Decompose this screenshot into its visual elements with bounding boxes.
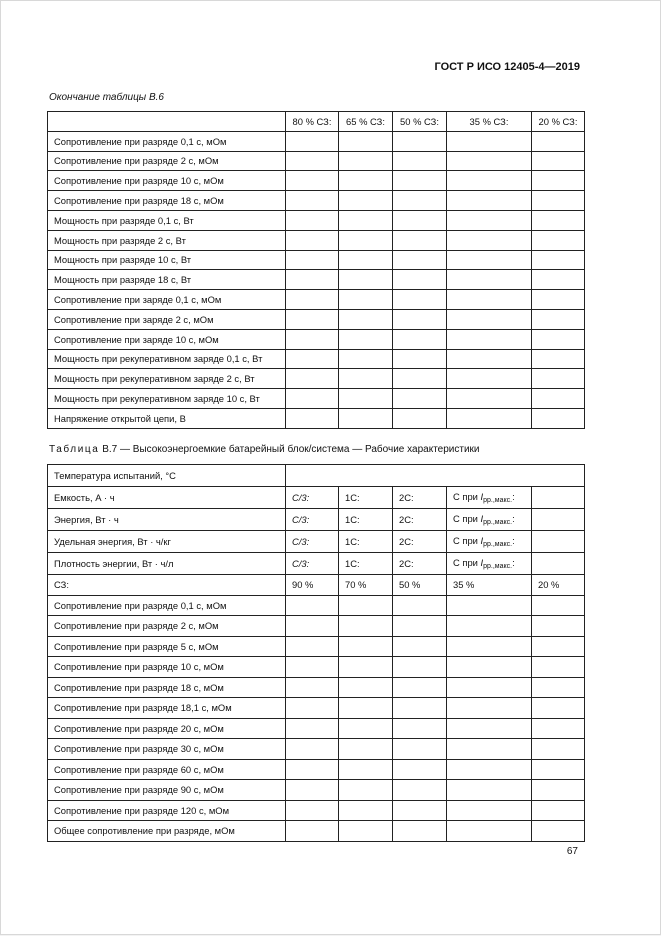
empty-cell <box>532 369 585 389</box>
row-label: Мощность при рекуперативном заряде 0,1 с, Вт <box>48 349 286 369</box>
empty-cell <box>339 780 393 801</box>
empty-cell <box>339 408 393 428</box>
empty-cell <box>339 657 393 678</box>
empty-cell <box>393 250 447 270</box>
empty-cell <box>339 191 393 211</box>
empty-cell <box>393 616 447 637</box>
empty-cell <box>393 718 447 739</box>
empty-cell <box>393 270 447 290</box>
empty-cell <box>339 270 393 290</box>
soc-value: 70 % <box>339 575 393 596</box>
table-row <box>48 230 585 250</box>
empty-cell <box>447 349 532 369</box>
empty-cell <box>532 718 585 739</box>
empty-cell <box>447 408 532 428</box>
empty-cell <box>393 677 447 698</box>
header-cell <box>48 112 286 132</box>
empty-cell <box>447 309 532 329</box>
table-row <box>48 595 585 616</box>
temperature-label: Температура испытаний, °С <box>48 465 286 487</box>
empty-cell <box>286 739 339 760</box>
empty-cell <box>393 230 447 250</box>
empty-cell <box>447 171 532 191</box>
rate-row <box>48 553 585 575</box>
rate-cmax-cell <box>447 531 532 553</box>
table-row <box>48 657 585 678</box>
table-row <box>48 408 585 428</box>
empty-cell <box>447 290 532 310</box>
empty-cell <box>532 230 585 250</box>
empty-cell <box>447 636 532 657</box>
empty-cell <box>447 230 532 250</box>
empty-cell <box>393 151 447 171</box>
empty-cell <box>286 329 339 349</box>
rate-1c-cell: 1С: <box>339 509 393 531</box>
empty-cell <box>339 250 393 270</box>
cmax-suffix: : <box>512 535 515 546</box>
empty-cell <box>447 329 532 349</box>
row-label: Сопротивление при заряде 10 с, мОм <box>48 329 286 349</box>
table-row <box>48 821 585 842</box>
empty-cell <box>532 250 585 270</box>
header-cell: 35 % СЗ: <box>447 112 532 132</box>
empty-cell <box>339 230 393 250</box>
empty-cell <box>532 191 585 211</box>
rate-2c-cell: 2С: <box>393 553 447 575</box>
row-label: Сопротивление при разряде 60 с, мОм <box>48 759 286 780</box>
cmax-prefix: С при <box>453 513 481 524</box>
empty-cell <box>447 270 532 290</box>
empty-cell <box>393 191 447 211</box>
header-cell: 20 % СЗ: <box>532 112 585 132</box>
empty-cell <box>532 739 585 760</box>
table-row <box>48 780 585 801</box>
table-header-row <box>48 112 585 132</box>
cmax-suffix: : <box>512 513 515 524</box>
empty-cell <box>447 595 532 616</box>
empty-cell <box>339 616 393 637</box>
empty-cell <box>532 595 585 616</box>
table-row <box>48 250 585 270</box>
empty-cell <box>286 636 339 657</box>
table-row <box>48 151 585 171</box>
empty-cell <box>286 349 339 369</box>
row-label: Емкость, А · ч <box>48 487 286 509</box>
table-b7-caption-text: В.7 — Высокоэнергоемкие батарейный блок/система — Рабочие характеристики <box>102 444 480 455</box>
empty-cell <box>532 698 585 719</box>
empty-cell <box>339 636 393 657</box>
empty-cell <box>339 595 393 616</box>
empty-cell <box>532 329 585 349</box>
cmax-subscript: рр.,макс. <box>483 497 513 504</box>
row-label: Сопротивление при разряде 2 с, мОм <box>48 616 286 637</box>
header-cell: 50 % СЗ: <box>393 112 447 132</box>
table-row <box>48 349 585 369</box>
table-row <box>48 636 585 657</box>
empty-cell <box>339 131 393 151</box>
table-row <box>48 389 585 409</box>
table-row <box>48 329 585 349</box>
empty-cell <box>447 800 532 821</box>
empty-cell <box>447 780 532 801</box>
empty-cell <box>447 131 532 151</box>
row-label: Сопротивление при разряде 2 с, мОм <box>48 151 286 171</box>
empty-cell <box>532 171 585 191</box>
row-label: Энергия, Вт · ч <box>48 509 286 531</box>
empty-cell <box>286 821 339 842</box>
empty-cell <box>286 210 339 230</box>
empty-cell <box>393 349 447 369</box>
empty-cell <box>447 191 532 211</box>
cmax-current-symbol: I <box>480 491 484 502</box>
empty-cell <box>393 739 447 760</box>
empty-cell <box>532 677 585 698</box>
row-label: Сопротивление при разряде 90 с, мОм <box>48 780 286 801</box>
table-row <box>48 309 585 329</box>
table-row <box>48 759 585 780</box>
row-label: Сопротивление при разряде 120 с, мОм <box>48 800 286 821</box>
empty-cell <box>532 616 585 637</box>
cmax-subscript: рр.,макс. <box>483 541 513 548</box>
rate-cmax-cell <box>447 509 532 531</box>
empty-cell <box>532 553 585 575</box>
rate-row <box>48 531 585 553</box>
empty-cell <box>393 329 447 349</box>
empty-cell <box>532 349 585 369</box>
empty-cell <box>339 698 393 719</box>
empty-cell <box>339 677 393 698</box>
empty-cell <box>339 290 393 310</box>
empty-cell <box>339 369 393 389</box>
empty-cell <box>447 718 532 739</box>
empty-cell <box>393 759 447 780</box>
empty-cell <box>393 389 447 409</box>
empty-cell <box>286 759 339 780</box>
table-row <box>48 210 585 230</box>
empty-cell <box>339 349 393 369</box>
temperature-row <box>48 465 585 487</box>
empty-cell <box>286 230 339 250</box>
empty-cell <box>447 821 532 842</box>
empty-cell <box>286 171 339 191</box>
empty-cell <box>532 210 585 230</box>
empty-cell <box>286 131 339 151</box>
empty-cell <box>339 718 393 739</box>
row-label: Мощность при рекуперативном заряде 10 с, Вт <box>48 389 286 409</box>
cmax-current-symbol: I <box>480 535 484 546</box>
empty-cell <box>286 369 339 389</box>
empty-cell <box>393 210 447 230</box>
cmax-prefix: С при <box>453 557 481 568</box>
empty-cell <box>393 595 447 616</box>
row-label: Сопротивление при разряде 10 с, мОм <box>48 171 286 191</box>
empty-cell <box>286 151 339 171</box>
table-row <box>48 131 585 151</box>
table-row <box>48 171 585 191</box>
table-b6-continuation-caption: Окончание таблицы В.6 <box>49 92 164 103</box>
empty-cell <box>393 657 447 678</box>
empty-cell <box>286 191 339 211</box>
empty-cell <box>339 309 393 329</box>
soc-row <box>48 575 585 596</box>
rate-1c-cell: 1С: <box>339 553 393 575</box>
empty-cell <box>532 759 585 780</box>
table-b7-caption <box>49 444 480 455</box>
empty-cell <box>286 250 339 270</box>
row-label: Сопротивление при разряде 18 с, мОм <box>48 191 286 211</box>
table-row <box>48 616 585 637</box>
empty-cell <box>286 290 339 310</box>
soc-label: СЗ: <box>48 575 286 596</box>
empty-cell <box>339 329 393 349</box>
empty-cell <box>286 408 339 428</box>
row-label: Плотность энергии, Вт · ч/л <box>48 553 286 575</box>
cmax-suffix: : <box>512 491 515 502</box>
table-row <box>48 191 585 211</box>
empty-cell <box>393 780 447 801</box>
row-label: Мощность при рекуперативном заряде 2 с, Вт <box>48 369 286 389</box>
empty-cell <box>286 780 339 801</box>
empty-cell <box>393 290 447 310</box>
rate-1c-cell: 1С: <box>339 487 393 509</box>
table-row <box>48 739 585 760</box>
empty-cell <box>393 636 447 657</box>
empty-cell <box>532 509 585 531</box>
cmax-subscript: рр.,макс. <box>483 519 513 526</box>
empty-cell <box>286 616 339 637</box>
row-label: Сопротивление при заряде 2 с, мОм <box>48 309 286 329</box>
empty-cell <box>447 739 532 760</box>
empty-cell <box>532 780 585 801</box>
row-label: Сопротивление при разряде 0,1 с, мОм <box>48 131 286 151</box>
empty-cell <box>393 171 447 191</box>
table-row <box>48 698 585 719</box>
row-label: Мощность при разряде 18 с, Вт <box>48 270 286 290</box>
row-label: Мощность при разряде 10 с, Вт <box>48 250 286 270</box>
document-id: ГОСТ Р ИСО 12405-4—2019 <box>434 61 580 73</box>
row-label: Сопротивление при разряде 18,1 с, мОм <box>48 698 286 719</box>
empty-cell <box>339 821 393 842</box>
empty-cell <box>532 151 585 171</box>
rate-2c-cell: 2С: <box>393 487 447 509</box>
empty-cell <box>393 800 447 821</box>
empty-cell <box>393 408 447 428</box>
empty-cell <box>393 369 447 389</box>
row-label: Сопротивление при разряде 10 с, мОм <box>48 657 286 678</box>
empty-cell <box>393 821 447 842</box>
row-label: Сопротивление при разряде 0,1 с, мОм <box>48 595 286 616</box>
rate-2c-cell: 2С: <box>393 509 447 531</box>
table-row <box>48 290 585 310</box>
table-b7 <box>47 464 585 842</box>
row-label: Сопротивление при разряде 18 с, мОм <box>48 677 286 698</box>
table-b6-end <box>47 111 585 429</box>
empty-cell <box>532 270 585 290</box>
table-row <box>48 677 585 698</box>
rate-c3-cell: С/3: <box>286 553 339 575</box>
soc-value: 20 % <box>532 575 585 596</box>
document-page <box>1 1 660 934</box>
empty-cell <box>286 270 339 290</box>
rate-row <box>48 487 585 509</box>
row-label: Сопротивление при разряде 30 с, мОм <box>48 739 286 760</box>
empty-cell <box>532 408 585 428</box>
row-label: Сопротивление при разряде 20 с, мОм <box>48 718 286 739</box>
empty-cell <box>339 210 393 230</box>
empty-cell <box>447 657 532 678</box>
empty-cell <box>532 290 585 310</box>
row-label: Сопротивление при заряде 0,1 с, мОм <box>48 290 286 310</box>
empty-cell <box>286 657 339 678</box>
empty-cell <box>339 800 393 821</box>
row-label: Удельная энергия, Вт · ч/кг <box>48 531 286 553</box>
rate-cmax-cell <box>447 553 532 575</box>
empty-cell <box>447 759 532 780</box>
table-b7-caption-label: Таблица <box>49 444 100 455</box>
rate-c3-cell: С/3: <box>286 487 339 509</box>
empty-cell <box>447 698 532 719</box>
empty-cell <box>339 151 393 171</box>
cmax-prefix: С при <box>453 535 481 546</box>
rate-1c-cell: 1С: <box>339 531 393 553</box>
table-row <box>48 369 585 389</box>
empty-cell <box>339 171 393 191</box>
rate-c3-cell: С/3: <box>286 509 339 531</box>
empty-cell <box>532 821 585 842</box>
empty-cell <box>286 800 339 821</box>
empty-cell <box>447 616 532 637</box>
empty-cell <box>447 250 532 270</box>
empty-cell <box>447 389 532 409</box>
empty-cell <box>286 595 339 616</box>
rate-cmax-cell <box>447 487 532 509</box>
header-cell: 80 % СЗ: <box>286 112 339 132</box>
cmax-suffix: : <box>512 557 515 568</box>
temperature-value-cell <box>286 465 585 487</box>
soc-value: 35 % <box>447 575 532 596</box>
soc-value: 50 % <box>393 575 447 596</box>
soc-value: 90 % <box>286 575 339 596</box>
empty-cell <box>393 131 447 151</box>
page-number: 67 <box>566 846 578 857</box>
table-row <box>48 270 585 290</box>
empty-cell <box>339 389 393 409</box>
empty-cell <box>447 369 532 389</box>
empty-cell <box>532 131 585 151</box>
empty-cell <box>447 677 532 698</box>
header-cell: 65 % СЗ: <box>339 112 393 132</box>
row-label: Сопротивление при разряде 5 с, мОм <box>48 636 286 657</box>
cmax-subscript: рр.,макс. <box>483 563 513 570</box>
empty-cell <box>286 698 339 719</box>
empty-cell <box>532 309 585 329</box>
rate-c3-cell: С/3: <box>286 531 339 553</box>
empty-cell <box>339 739 393 760</box>
cmax-current-symbol: I <box>480 513 484 524</box>
empty-cell <box>532 800 585 821</box>
table-row <box>48 718 585 739</box>
empty-cell <box>532 657 585 678</box>
empty-cell <box>447 151 532 171</box>
row-label: Мощность при разряде 0,1 с, Вт <box>48 210 286 230</box>
row-label: Общее сопротивление при разряде, мОм <box>48 821 286 842</box>
empty-cell <box>532 389 585 409</box>
empty-cell <box>286 389 339 409</box>
empty-cell <box>393 698 447 719</box>
rate-2c-cell: 2С: <box>393 531 447 553</box>
empty-cell <box>393 309 447 329</box>
cmax-current-symbol: I <box>480 557 484 568</box>
empty-cell <box>286 677 339 698</box>
empty-cell <box>286 309 339 329</box>
empty-cell <box>532 636 585 657</box>
empty-cell <box>532 531 585 553</box>
row-label: Мощность при разряде 2 с, Вт <box>48 230 286 250</box>
cmax-prefix: С при <box>453 491 481 502</box>
empty-cell <box>447 210 532 230</box>
empty-cell <box>532 487 585 509</box>
rate-row <box>48 509 585 531</box>
empty-cell <box>286 718 339 739</box>
table-row <box>48 800 585 821</box>
row-label: Напряжение открытой цепи, В <box>48 408 286 428</box>
empty-cell <box>339 759 393 780</box>
